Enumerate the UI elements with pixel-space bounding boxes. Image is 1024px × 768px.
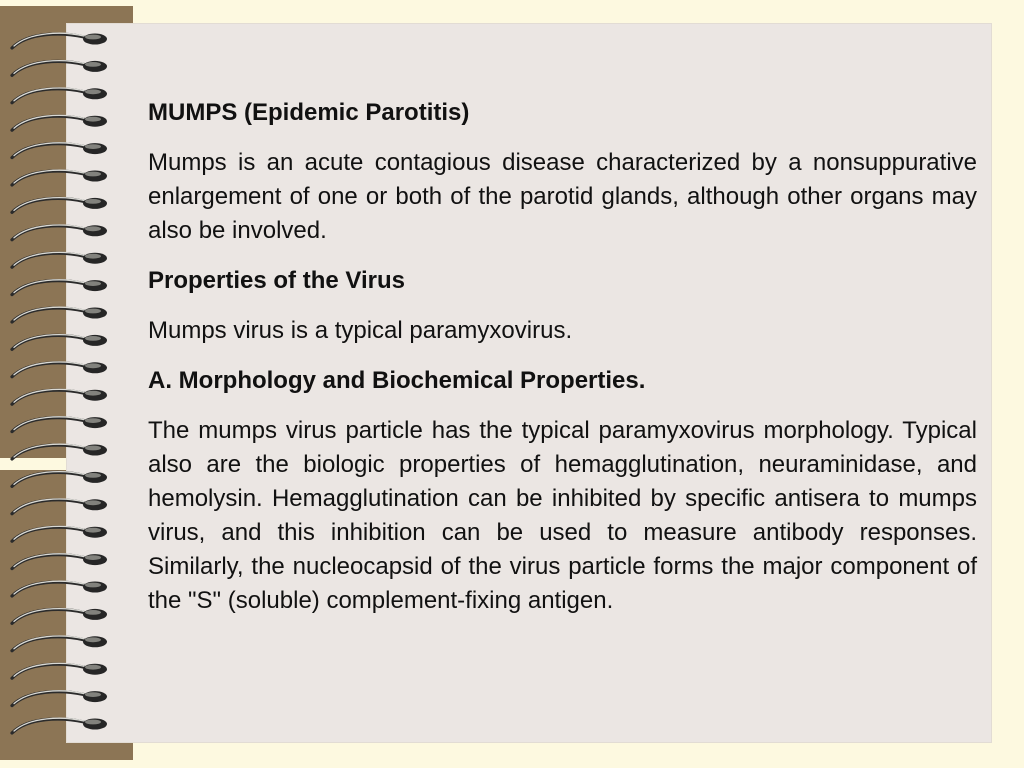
- binder-ring: [12, 335, 107, 350]
- binder-ring: [12, 444, 107, 459]
- binder-ring: [12, 554, 107, 569]
- binder-ring: [12, 33, 107, 48]
- binder-ring: [12, 280, 107, 295]
- binder-ring: [12, 389, 107, 404]
- binder-ring: [12, 252, 107, 267]
- section-heading-morphology: A. Morphology and Biochemical Properties.: [148, 367, 646, 394]
- morphology-paragraph: The mumps virus particle has the typical paramyxovirus morphology. Typical also are the biologic properties of hemagglutination, neuraminidase, and hemolysin. Hemagglutination can be inhibited by specific antisera to mumps virus, and this inhibition can be used to measure antibody responses. Similarly, the nucleocapsid of the virus particle forms the major component of the "S" (soluble) complement-fixing antigen.: [148, 417, 977, 614]
- binder-ring: [12, 198, 107, 213]
- binder-ring: [12, 61, 107, 76]
- binder-ring: [12, 88, 107, 103]
- binder-ring: [12, 417, 107, 432]
- binder-ring: [12, 718, 107, 733]
- binder-ring: [12, 581, 107, 596]
- binder-ring: [12, 526, 107, 541]
- spiral-binding: [0, 0, 140, 768]
- binder-ring: [12, 362, 107, 377]
- intro-paragraph: Mumps is an acute contagious disease characterized by a nonsuppurative enlargement of one or both of the parotid glands, although other organs may also be involved.: [148, 149, 977, 244]
- slide-content: [148, 96, 977, 634]
- binder-ring: [12, 609, 107, 624]
- binder-ring: [12, 143, 107, 158]
- binder-ring: [12, 636, 107, 651]
- binder-ring: [12, 115, 107, 130]
- section-heading-properties: Properties of the Virus: [148, 267, 405, 294]
- binder-ring: [12, 499, 107, 514]
- binder-ring: [12, 170, 107, 185]
- binder-ring: [12, 307, 107, 322]
- binder-ring: [12, 691, 107, 706]
- binder-ring: [12, 472, 107, 487]
- properties-paragraph: Mumps virus is a typical paramyxovirus.: [148, 317, 573, 344]
- binder-ring: [12, 225, 107, 240]
- binder-ring: [12, 663, 107, 678]
- slide-title: MUMPS (Epidemic Parotitis): [148, 99, 470, 126]
